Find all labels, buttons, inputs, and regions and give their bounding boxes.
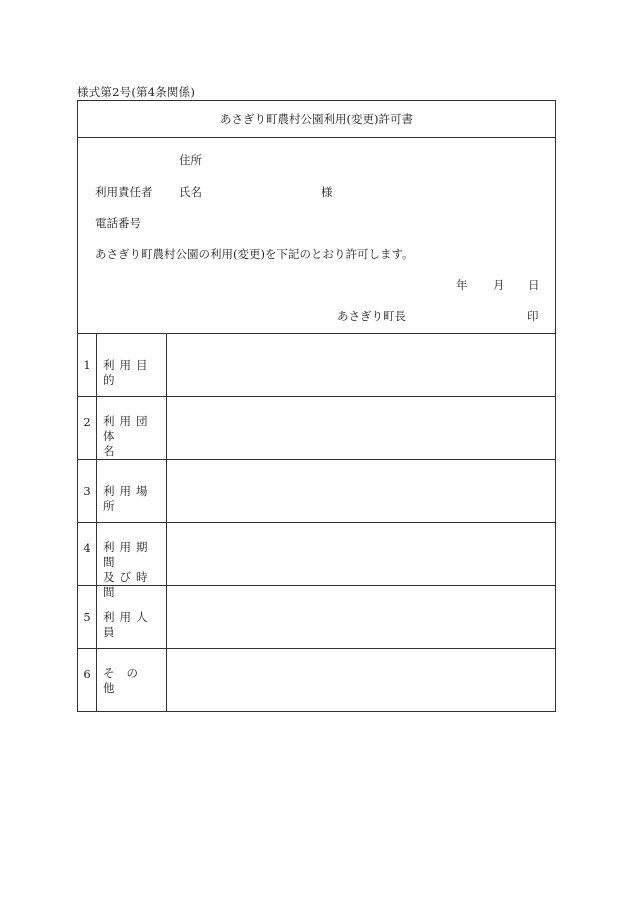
row-label-line: 利用人員 [103, 610, 153, 639]
honorific-label: 様 [321, 185, 333, 199]
row-value [167, 460, 555, 522]
row-number: 4 [78, 523, 97, 585]
row-number: 5 [78, 586, 97, 648]
table-row [78, 397, 555, 460]
responsible-person-label: 利用責任者 [95, 185, 153, 199]
address-label: 住所 [179, 153, 202, 167]
table-row [78, 460, 555, 523]
row-value [167, 649, 555, 712]
row-label-line: 利用期間 [103, 540, 153, 569]
phone-label: 電話番号 [95, 216, 141, 230]
permit-form [77, 100, 556, 712]
row-value [167, 334, 555, 396]
row-label [97, 523, 167, 599]
row-label [97, 397, 167, 459]
row-label-line: 利用団体 [103, 414, 153, 443]
row-label [97, 460, 167, 522]
row-label-line: その他 [103, 666, 150, 695]
row-label-line: 及び時間 [103, 570, 153, 599]
year-label: 年 [456, 278, 468, 292]
applicant-section [78, 138, 555, 334]
row-value [167, 397, 555, 459]
row-label [97, 586, 167, 648]
table-row [78, 334, 555, 397]
seal-label: 印 [527, 309, 539, 323]
row-number: 2 [78, 397, 97, 459]
row-label-line: 名 [103, 444, 120, 458]
name-label: 氏名 [179, 185, 202, 199]
issuer-label: あさぎり町長 [337, 309, 406, 323]
row-number: 6 [78, 649, 97, 712]
row-label-line: 利用目的 [103, 358, 153, 387]
table-row [78, 586, 555, 649]
row-label [97, 334, 167, 396]
permit-details-table [78, 334, 555, 712]
row-value [167, 523, 555, 585]
day-label: 日 [528, 278, 540, 292]
row-label [97, 649, 167, 712]
table-row [78, 523, 555, 599]
row-number: 1 [78, 334, 97, 396]
month-label: 月 [493, 278, 505, 292]
form-number-label: 様式第2号(第4条関係) [77, 85, 196, 99]
row-label-line: 利用場所 [103, 484, 153, 513]
permit-statement: あさぎり町農村公園の利用(変更)を下記のとおり許可します。 [95, 247, 414, 261]
form-title: あさぎり町農村公園利用(変更)許可書 [78, 101, 555, 138]
row-value [167, 586, 555, 648]
row-number: 3 [78, 460, 97, 522]
table-row [78, 649, 555, 712]
